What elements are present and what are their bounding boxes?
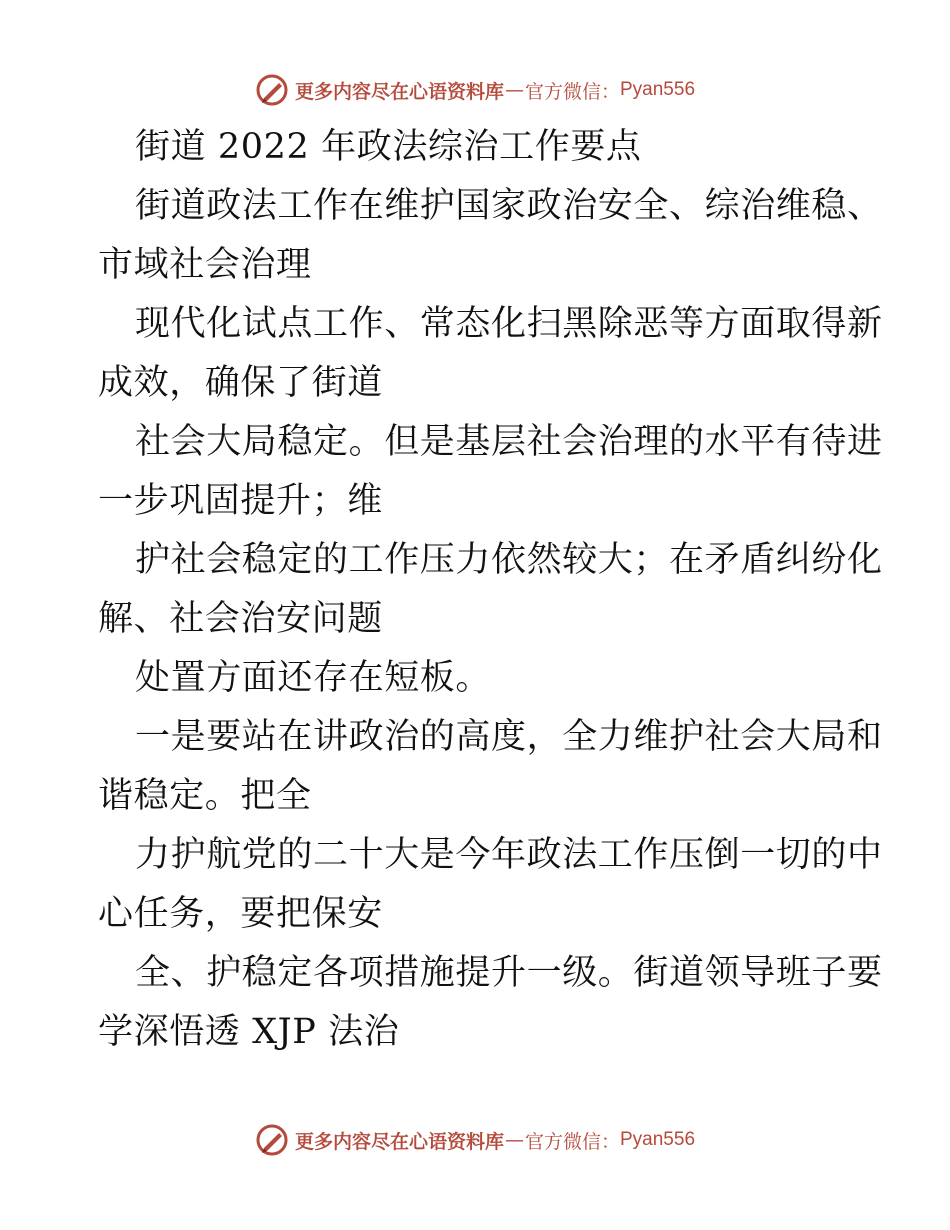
text-line: 一步巩固提升；维: [98, 481, 383, 521]
watermark-separator: —: [504, 1129, 524, 1151]
watermark-label: 官方微信：: [524, 80, 620, 103]
text-line: 一是要站在讲政治的高度，全力维护社会大局和: [135, 717, 883, 757]
document-title: 街道 2022 年政法综治工作要点: [135, 127, 642, 167]
text-line: 处置方面还存在短板。: [135, 658, 492, 698]
watermark-separator: —: [504, 79, 524, 101]
text-line: 学深悟透 XJP 法治: [98, 1012, 400, 1052]
text-line: 护社会稳定的工作压力依然较大；在矛盾纠纷化: [135, 540, 883, 580]
text-line: 社会大局稳定。但是基层社会治理的水平有待进: [135, 422, 883, 462]
text-line: 市域社会治理: [98, 245, 312, 285]
text-line: 谐稳定。把全: [98, 776, 312, 816]
watermark-wechat-id: Pyan556: [620, 1129, 696, 1150]
document-body: [98, 118, 883, 1062]
text-line: 现代化试点工作、常态化扫黑除恶等方面取得新: [135, 304, 883, 344]
watermark-text: 更多内容尽在心语资料库: [294, 80, 504, 103]
text-line: 解、社会治安问题: [98, 599, 383, 639]
watermark-wechat-id: Pyan556: [620, 79, 696, 100]
footer-watermark: [0, 1120, 950, 1160]
text-line: 街道政法工作在维护国家政治安全、综治维稳、: [135, 186, 883, 226]
header-watermark: [0, 70, 950, 110]
watermark-label: 官方微信：: [524, 1130, 620, 1153]
pen-logo-icon: [255, 1123, 289, 1157]
text-line: 成效，确保了街道: [98, 363, 383, 403]
text-line: 全、护稳定各项措施提升一级。街道领导班子要: [135, 953, 883, 993]
pen-logo-icon: [255, 73, 289, 107]
watermark-text: 更多内容尽在心语资料库: [294, 1130, 504, 1153]
text-line: 心任务，要把保安: [98, 894, 383, 934]
text-line: 力护航党的二十大是今年政法工作压倒一切的中: [135, 835, 883, 875]
